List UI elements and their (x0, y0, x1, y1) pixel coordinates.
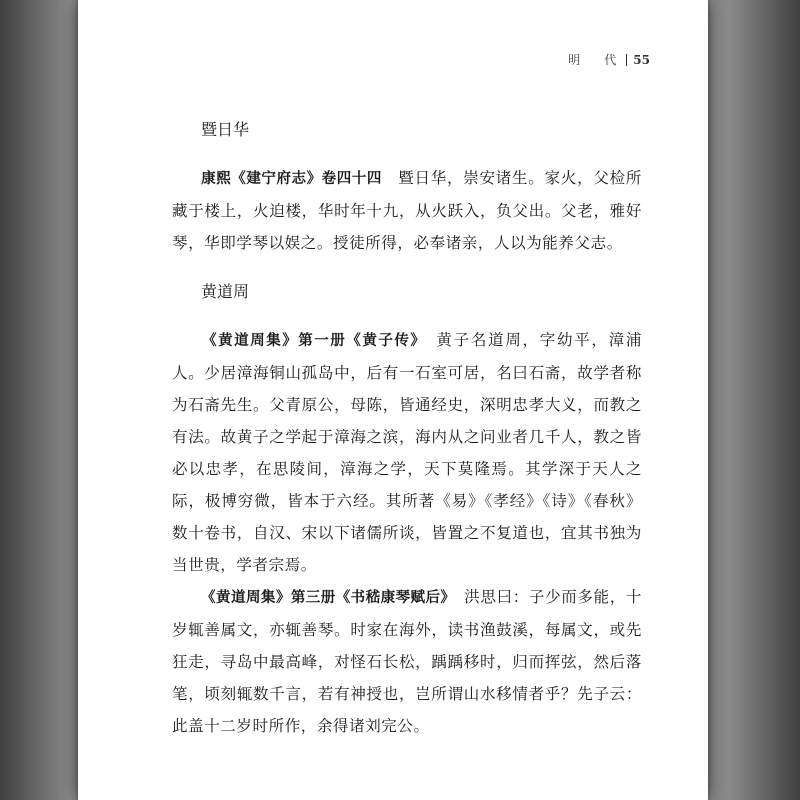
page-number: 55 (633, 52, 650, 67)
section-title-ji-rihua: 暨日华 (201, 120, 250, 139)
entry-text: 洪思曰：子少而多能，十岁辄善属文，亦辄善琴。时家在海外，读书渔鼓溪，每属文，或先狂走，寻岛中最高峰，对怪石长松，踽踽移时，归而挥弦，然后落笔，顷刻辄数千言，若有神授也，岂所谓山水移情者乎？先子云：此盖十二岁时所作，余得诸刘完公。 (172, 588, 642, 735)
page-body (172, 116, 642, 742)
entry-paragraph (172, 581, 642, 742)
entry-source: 康熙《建宁府志》卷四十四 (201, 171, 382, 187)
section-title-huang-daozhou: 黄道周 (201, 282, 250, 301)
entry-paragraph (172, 162, 642, 259)
header-divider (626, 54, 627, 66)
entry-source: 《黄道周集》第一册《黄子传》 (201, 333, 420, 349)
entry-paragraph (172, 324, 642, 581)
entry-text: 暨日华，崇安诸生。家火，父检所藏于楼上，火迫楼，华时年十九，从火跃入，负父出。父老，雅好琴，华即学琴以娱之。授徒所得，必奉诸亲，人以为能养父志。 (172, 169, 642, 252)
running-header (568, 51, 650, 68)
book-page (78, 0, 708, 800)
entry-text: 黄子名道周，字幼平，漳浦人。少居漳海铜山孤岛中，后有一石室可居，名曰石斋，故学者称为石斋先生。父青原公，母陈，皆通经史，深明忠孝大义，而教之有法。故黄子之学起于漳海之滨，海内从之问业者几千人，教之皆必以忠孝，在思陵间，漳海之学，天下莫隆焉。其学深于天人之际，极博穷微，皆本于六经。其所著《易》《孝经》《诗》《春秋》数十卷书，自汉、宋以下诸儒所谈，皆置之不复道也，宜其书独为当世贵，学者宗焉。 (172, 331, 642, 574)
chapter-title: 明 代 (568, 53, 623, 67)
entry-source: 《黄道周集》第三册《书嵇康琴赋后》 (201, 590, 449, 606)
